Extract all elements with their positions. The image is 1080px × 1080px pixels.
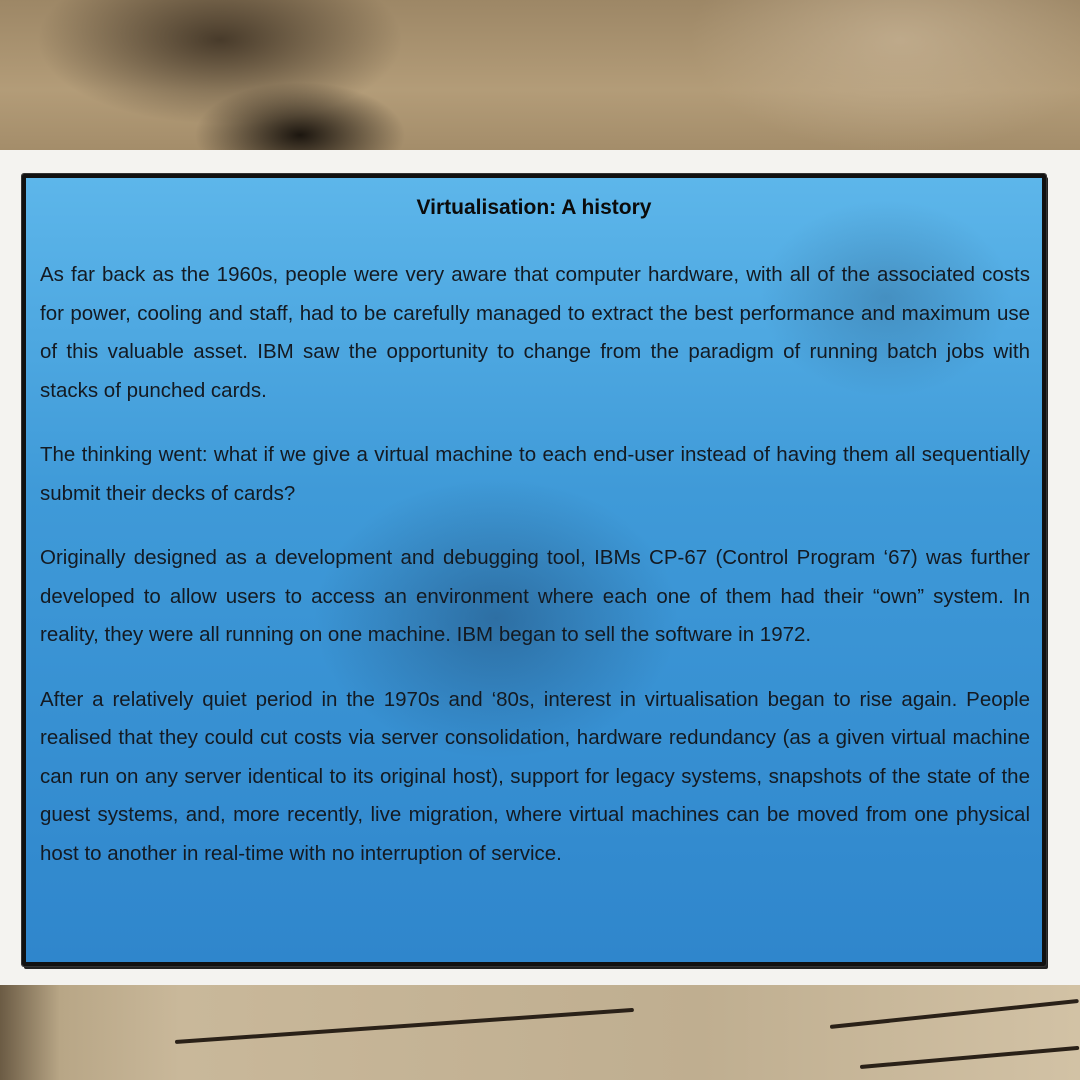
shutter-slat: [175, 1008, 634, 1044]
text-panel: [22, 174, 1046, 966]
paragraph: The thinking went: what if we give a virtual machine to each end-user instead of having them all sequentially submit their decks of cards?: [40, 443, 1030, 505]
background-photo-top: [0, 0, 1080, 150]
article-body: [40, 256, 1030, 899]
shutter-slat: [830, 999, 1079, 1029]
paragraph: After a relatively quiet period in the 1970s and ‘80s, interest in virtualisation began to rise again. People realised that they could cut costs via server consolidation, hardware redundancy (as a given virtual machine can run on any server identical to its original host), support for legacy systems, snapshots of the state of the guest systems, and, more recently, live migration, where virtual machines can be moved from one physical host to another in real-time with no interruption of service.: [40, 687, 1030, 865]
paragraph: Originally designed as a development and debugging tool, IBMs CP-67 (Control Program ‘67) was further developed to allow users to access an environment where each one of them had their “own” system. In reality, they were all running on one machine. IBM began to sell the software in 1972.: [40, 546, 1030, 646]
paragraph: As far back as the 1960s, people were very aware that computer hardware, with all of the associated costs for power, cooling and staff, had to be carefully managed to extract the best performance and maximum use of this valuable asset. IBM saw the opportunity to change from the paradigm of running batch jobs with stacks of punched cards.: [40, 263, 1030, 402]
panel-title: Virtualisation: A history: [416, 196, 652, 219]
shutter-slat: [860, 1046, 1080, 1069]
background-photo-bottom: [0, 985, 1080, 1080]
